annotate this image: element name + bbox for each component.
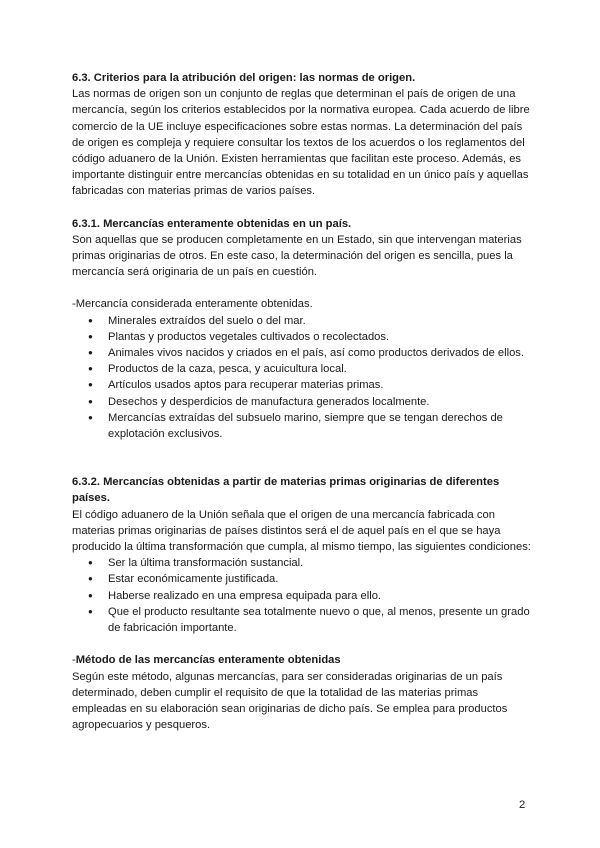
document-page [72,70,532,733]
list-intro: -Mercancía considerada enteramente obtenidas. [72,298,313,311]
list-item: ● Desechos y desperdicios de manufactura generados localmente. [72,394,532,410]
paragraph-line: fabricadas con materias primas de varios países. [72,185,316,198]
section-heading-6-3: 6.3. Criterios para la atribución del origen: las normas de origen. [72,72,416,84]
method-heading: Método de las mercancías enteramente obtenidas [75,654,341,667]
list-item: ● Ser la última transformación sustancial. [72,555,532,571]
paragraph-line: mercancía, según los criterios establecidos por la normativa europea. Cada acuerdo de libre [72,104,530,117]
bullet-list-conditions [72,555,532,636]
paragraph-line: comercio de la UE incluye especificaciones sobre estas normas. La determinación del país [72,120,523,133]
paragraph-line: El código aduanero de la Unión señala que el origen de una mercancía fabricada con [72,508,495,521]
page-number: 2 [519,799,526,811]
method-prefix: - [72,654,76,667]
method-heading-line [72,652,532,668]
section-heading-6-3-2: 6.3.2. Mercancías obtenidas a partir de materias primas originarias de diferentes países. [72,476,500,505]
paragraph-line: materias primas originarias de países distintos será el de aquel país en el que se haya [72,524,501,537]
list-item: ● Estar económicamente justificada. [72,571,532,587]
list-item: ● Plantas y productos vegetales cultivados o recolectados. [72,329,532,345]
paragraph-line: Según este método, algunas mercancías, para ser consideradas originarias de un país [72,670,503,683]
list-item: ● Productos de la caza, pesca, y acuicultura local. [72,361,532,377]
paragraph-line: de origen es compleja y requiere consultar los textos de los acuerdos o los reglamentos del [72,136,525,149]
paragraph-line: empleadas en su elaboración sean originarias de dicho país. Se emplea para productos [72,702,508,715]
list-item: ● Haberse realizado en una empresa equipada para ello. [72,588,532,604]
paragraph-line: primas originarias de otros. En este caso, la determinación del origen es sencilla, pues la [72,250,513,263]
paragraph-line: Son aquellas que se producen completamente en un Estado, sin que intervengan materias [72,233,522,246]
list-item: ● Artículos usados aptos para recuperar materias primas. [72,377,532,393]
section-heading-6-3-1: 6.3.1. Mercancías enteramente obtenidas en un país. [72,217,352,230]
list-item: ● Que el producto resultante sea totalmente nuevo o que, al menos, presente un grado de fabricación importante. [72,604,532,636]
paragraph-line: producido la última transformación que cumpla, al mismo tiempo, las siguientes condiciones: [72,541,531,554]
bullet-list-obtained-goods [72,313,532,443]
paragraph-line: Las normas de origen son un conjunto de reglas que determinan el país de origen de una [72,88,516,101]
paragraph-line: código aduanero de la Unión. Existen herramientas que facilitan este proceso. Además, es [72,153,522,166]
list-item: ● Animales vivos nacidos y criados en el país, así como productos derivados de ellos. [72,345,532,361]
paragraph-line: agropecuarios y pesqueros. [72,719,211,732]
list-item: ● Mercancías extraídas del subsuelo marino, siempre que se tengan derechos de explotación exclusivos. [72,410,532,442]
paragraph-line: mercancía será originaria de un país en cuestión. [72,266,318,279]
paragraph-line: importante distinguir entre mercancías obtenidas en su totalidad en un único país y aquellas [72,169,529,182]
list-item: ● Minerales extraídos del suelo o del mar. [72,313,532,329]
paragraph-line: determinado, deben cumplir el requisito de que la totalidad de las materias primas [72,686,479,699]
